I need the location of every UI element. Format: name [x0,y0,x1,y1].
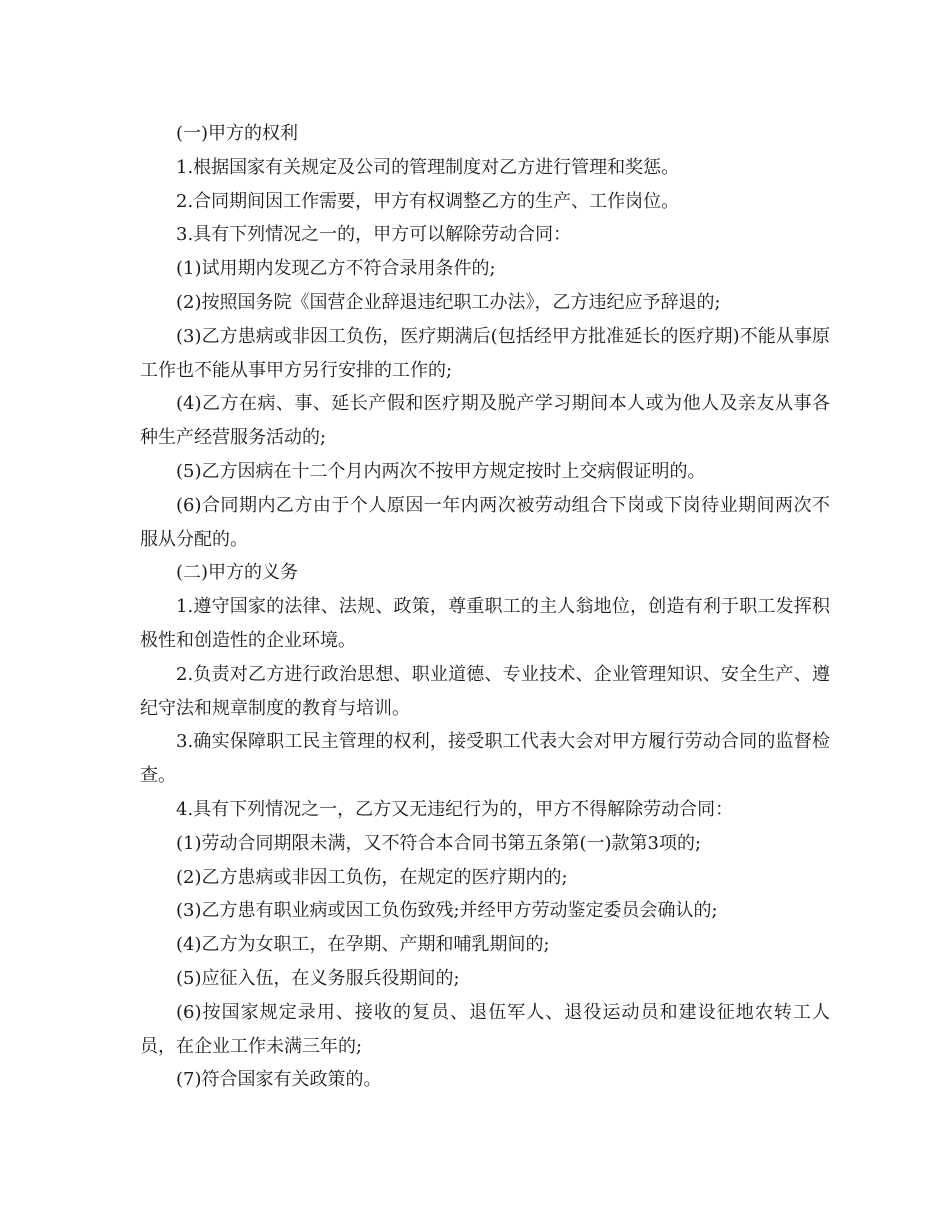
paragraph: 2.合同期间因工作需要，甲方有权调整乙方的生产、工作岗位。 [176,190,680,212]
list-item: (1)试用期内发现乙方不符合录用条件的; [176,258,496,280]
paragraph: 1.根据国家有关规定及公司的管理制度对乙方进行管理和奖惩。 [176,156,680,178]
section-heading-obligations: (二)甲方的义务 [176,562,299,584]
list-item: (1)劳动合同期限未满，又不符合本合同书第五条第(一)款第3项的; [176,832,702,854]
list-item: (2)按照国务院《国营企业辞退违纪职工办法》，乙方违纪应予辞退的; [176,291,721,313]
paragraph: 1.遵守国家的法律、法规、政策，尊重职工的主人翁地位，创造有利于职工发挥积极性和创造性的企业环境。 [140,596,830,651]
list-item: (5)乙方因病在十二个月内两次不按甲方规定按时上交病假证明的。 [176,460,706,482]
paragraph: 2.负责对乙方进行政治思想、职业道德、专业技术、企业管理知识、安全生产、遵纪守法和规章制度的教育与培训。 [140,663,830,719]
list-item: (5)应征入伍，在义务服兵役期间的; [176,967,460,989]
paragraph: 3.具有下列情况之一的，甲方可以解除劳动合同： [176,224,572,246]
list-item: (2)乙方患病或非因工负伤，在规定的医疗期内的; [176,866,568,888]
section-heading-rights: (一)甲方的权利 [176,123,299,144]
list-item: (6)按国家规定录用、接收的复员、退伍军人、退役运动员和建设征地农转工人员，在企业工作未满三年的; [140,1001,830,1057]
paragraph: 4.具有下列情况之一，乙方又无违纪行为的，甲方不得解除劳动合同： [176,798,734,820]
list-item: (4)乙方在病、事、延长产假和医疗期及脱产学习期间本人或为他人及亲友从事各种生产经营服务活动的; [140,393,830,449]
list-item: (3)乙方患病或非因工负伤，医疗期满后(包括经甲方批准延长的医疗期)不能从事原工作也不能从事甲方另行安排的工作的; [140,325,830,381]
list-item: (4)乙方为女职工，在孕期、产期和哺乳期间的; [176,934,550,956]
list-item: (6)合同期内乙方由于个人原因一年内两次被劳动组合下岗或下岗待业期间两次不服从分配的。 [140,494,830,550]
document-body [140,117,830,1097]
paragraph: 3.确实保障职工民主管理的权利，接受职工代表大会对甲方履行劳动合同的监督检查。 [140,731,830,787]
list-item: (7)符合国家有关政策的。 [176,1069,382,1091]
list-item: (3)乙方患有职业病或因工负伤致残;并经甲方劳动鉴定委员会确认的; [176,900,718,922]
